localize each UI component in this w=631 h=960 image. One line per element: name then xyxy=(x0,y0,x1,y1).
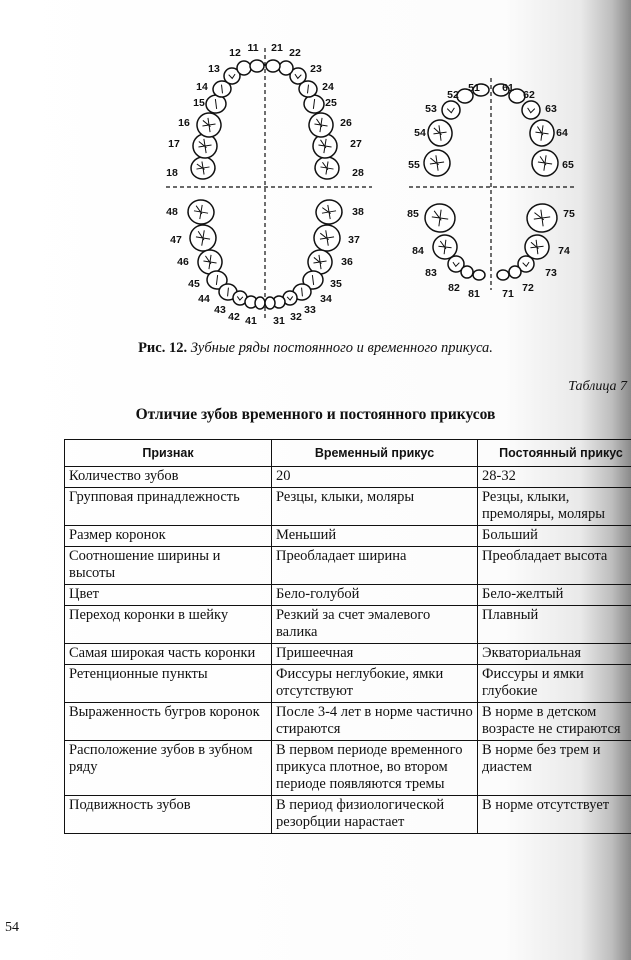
tooth-41 xyxy=(255,297,265,309)
tooth-21 xyxy=(313,155,340,181)
tooth-number: 34 xyxy=(320,293,332,305)
tooth-31 xyxy=(265,297,275,309)
table-row xyxy=(65,585,631,606)
tooth-number: 71 xyxy=(502,288,514,300)
tooth-number: 21 xyxy=(271,42,283,54)
tooth-11 xyxy=(189,155,216,181)
primary-cell: В первом периоде временного прикуса плотное, во втором периоде появляются тремы xyxy=(272,741,478,796)
primary-cell: Преобладает ширина xyxy=(272,547,478,585)
tooth-number: 82 xyxy=(448,282,460,294)
tooth-number: 46 xyxy=(177,256,189,268)
tooth-number: 83 xyxy=(425,267,437,279)
figure-caption xyxy=(0,340,631,357)
tooth-number: 81 xyxy=(468,288,480,300)
permanent-cell: В норме отсутствует xyxy=(478,796,631,834)
feature-cell: Размер коронок xyxy=(65,526,272,547)
tooth-75 xyxy=(525,202,558,234)
primary-cell: 20 xyxy=(272,467,478,488)
table-body xyxy=(65,467,631,834)
primary-cell: Пришеечная xyxy=(272,644,478,665)
tooth-number: 17 xyxy=(168,138,180,150)
permanent-cell: Резцы, клыки, премоляры, моляры xyxy=(478,488,631,526)
tooth-number: 42 xyxy=(228,311,240,323)
tooth-48 xyxy=(186,198,216,226)
tooth-number: 51 xyxy=(468,82,480,94)
tooth-47 xyxy=(188,223,218,253)
tooth-number: 26 xyxy=(340,117,352,129)
permanent-cell: Фиссуры и ямки глубокие xyxy=(478,665,631,703)
feature-cell: Самая широкая часть коронки xyxy=(65,644,272,665)
tooth-number: 63 xyxy=(545,103,557,115)
permanent-cell: Преобладает высота xyxy=(478,547,631,585)
tooth-number: 13 xyxy=(208,63,220,75)
feature-cell: Расположение зубов в зубном ряду xyxy=(65,741,272,796)
table-row xyxy=(65,526,631,547)
tooth-number: 61 xyxy=(502,82,514,94)
feature-cell: Подвижность зубов xyxy=(65,796,272,834)
feature-cell: Групповая принадлежность xyxy=(65,488,272,526)
comparison-table xyxy=(64,439,631,834)
table-row xyxy=(65,547,631,585)
tooth-number: 43 xyxy=(214,304,226,316)
tooth-number: 36 xyxy=(341,256,353,268)
permanent-cell: Экваториальная xyxy=(478,644,631,665)
tooth-61 xyxy=(530,148,559,177)
table-number: Таблица 7 xyxy=(568,379,627,394)
feature-cell: Цвет xyxy=(65,585,272,606)
tooth-number: 65 xyxy=(562,159,574,171)
tooth-number: 84 xyxy=(412,245,424,257)
permanent-cell: В норме в детском возрасте не стираются xyxy=(478,703,631,741)
tooth-63 xyxy=(521,100,541,120)
tooth-number: 72 xyxy=(522,282,534,294)
tooth-number: 47 xyxy=(170,234,182,246)
table-row xyxy=(65,606,631,644)
tooth-number: 73 xyxy=(545,267,557,279)
permanent-cell: Плавный xyxy=(478,606,631,644)
tooth-number: 53 xyxy=(425,103,437,115)
primary-dentition-diagram xyxy=(395,0,590,305)
table-row xyxy=(65,741,631,796)
feature-cell: Ретенционные пункты xyxy=(65,665,272,703)
tooth-17 xyxy=(237,61,252,76)
tooth-number: 24 xyxy=(322,81,334,93)
tooth-number: 22 xyxy=(289,47,301,59)
tooth-72 xyxy=(509,266,522,279)
feature-cell: Соотношение ширины и высоты xyxy=(65,547,272,585)
tooth-52 xyxy=(426,119,453,148)
tooth-number: 55 xyxy=(408,159,420,171)
tooth-number: 48 xyxy=(166,206,178,218)
tooth-number: 45 xyxy=(188,278,200,290)
table-row xyxy=(65,488,631,526)
table-row xyxy=(65,665,631,703)
tooth-82 xyxy=(461,266,474,279)
tooth-18 xyxy=(250,60,264,72)
tooth-number: 37 xyxy=(348,234,360,246)
primary-cell: Резкий за счет эмалевого валика xyxy=(272,606,478,644)
table-title: Отличие зубов временного и постоянного прикусов xyxy=(135,406,496,423)
tooth-number: 54 xyxy=(414,127,426,139)
tooth-number: 38 xyxy=(352,206,364,218)
permanent-cell: Больший xyxy=(478,526,631,547)
tooth-number: 16 xyxy=(178,117,190,129)
header-feature: Признак xyxy=(65,440,272,467)
permanent-cell: 28-32 xyxy=(478,467,631,488)
tooth-number: 23 xyxy=(310,63,322,75)
tooth-38 xyxy=(314,198,344,226)
tooth-53 xyxy=(441,100,461,120)
primary-cell: Резцы, клыки, моляры xyxy=(272,488,478,526)
tooth-37 xyxy=(312,223,342,253)
primary-cell: Фиссуры неглубокие, ямки отсутствуют xyxy=(272,665,478,703)
header-primary: Временный прикус xyxy=(272,440,478,467)
tooth-number: 12 xyxy=(229,47,241,59)
permanent-cell: В норме без трем и диастем xyxy=(478,741,631,796)
tooth-number: 44 xyxy=(198,293,210,305)
table-row xyxy=(65,644,631,665)
table-row xyxy=(65,703,631,741)
permanent-cell: Бело-желтый xyxy=(478,585,631,606)
figure-label: Рис. 12. xyxy=(138,340,188,356)
tooth-number: 33 xyxy=(304,304,316,316)
table-header-row xyxy=(65,440,631,467)
tooth-27 xyxy=(279,61,294,76)
tooth-81 xyxy=(473,270,485,280)
feature-cell: Выраженность бугров коронок xyxy=(65,703,272,741)
tooth-number: 85 xyxy=(407,208,419,220)
tooth-number: 52 xyxy=(447,89,459,101)
primary-cell: Меньший xyxy=(272,526,478,547)
tooth-number: 27 xyxy=(350,138,362,150)
tooth-number: 14 xyxy=(196,81,208,93)
tooth-62 xyxy=(528,119,555,148)
primary-cell: Бело-голубой xyxy=(272,585,478,606)
tooth-51 xyxy=(422,148,451,177)
permanent-dentition-diagram xyxy=(150,0,390,335)
tooth-number: 25 xyxy=(325,97,337,109)
tooth-number: 35 xyxy=(330,278,342,290)
tooth-number: 31 xyxy=(273,315,285,327)
tooth-number: 64 xyxy=(556,127,568,139)
tooth-number: 15 xyxy=(193,97,205,109)
tooth-number: 74 xyxy=(558,245,570,257)
tooth-number: 62 xyxy=(523,89,535,101)
primary-cell: После 3-4 лет в норме частично стираются xyxy=(272,703,478,741)
tooth-85 xyxy=(423,202,456,234)
tooth-28 xyxy=(266,60,280,72)
primary-cell: В период физиологической резорбции нарастает xyxy=(272,796,478,834)
tooth-number: 41 xyxy=(245,315,257,327)
tooth-71 xyxy=(497,270,509,280)
tooth-number: 75 xyxy=(563,208,575,220)
feature-cell: Количество зубов xyxy=(65,467,272,488)
figure-caption-text: Зубные ряды постоянного и временного прикуса. xyxy=(190,340,493,356)
tooth-number: 32 xyxy=(290,311,302,323)
page-number: 54 xyxy=(5,920,19,935)
header-permanent: Постоянный прикус xyxy=(478,440,631,467)
feature-cell: Переход коронки в шейку xyxy=(65,606,272,644)
tooth-number: 11 xyxy=(247,42,259,54)
table-row xyxy=(65,467,631,488)
tooth-number: 28 xyxy=(352,167,364,179)
table-row xyxy=(65,796,631,834)
tooth-number: 18 xyxy=(166,167,178,179)
